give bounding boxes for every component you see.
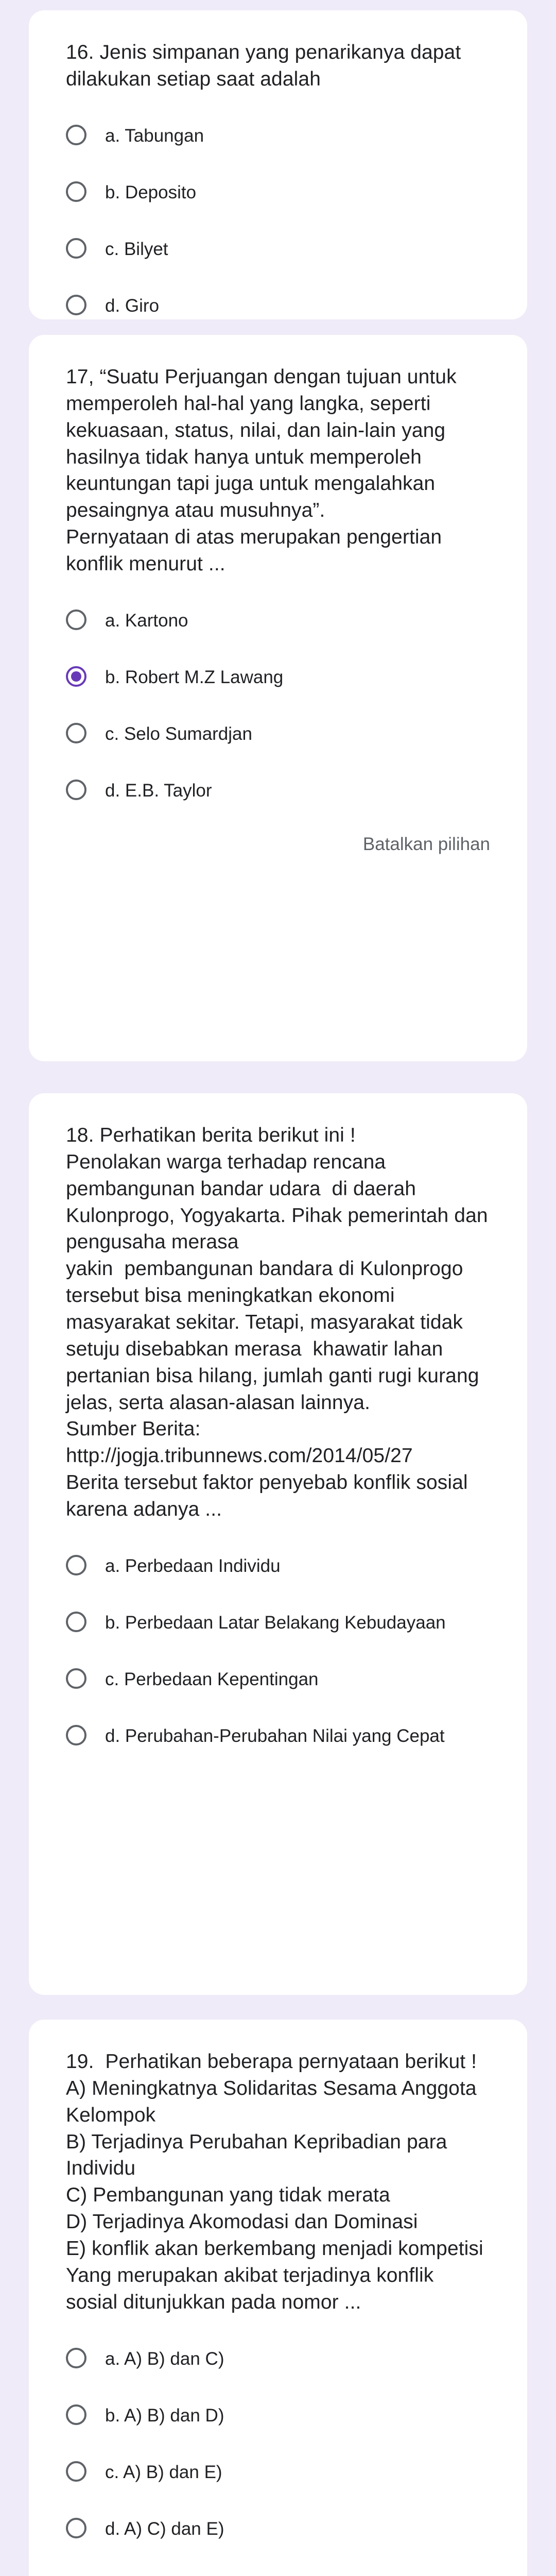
option-c[interactable] [66,2452,490,2509]
radio-icon[interactable] [66,238,86,259]
option-d[interactable] [66,2509,490,2565]
radio-icon[interactable] [66,1668,86,1689]
option-b[interactable] [66,1602,490,1659]
option-label: c. Perbedaan Kepentingan [105,1669,319,1689]
radio-icon[interactable] [66,125,86,145]
option-label: c. Selo Sumardjan [105,723,252,744]
option-label: d. Perubahan-Perubahan Nilai yang Cepat [105,1725,445,1746]
option-label: b. Perbedaan Latar Belakang Kebudayaan [105,1612,446,1633]
option-a[interactable] [66,115,490,172]
option-d[interactable] [66,770,490,827]
option-b[interactable] [66,2395,490,2452]
option-a[interactable] [66,600,490,657]
option-label: b. Deposito [105,182,197,202]
question-card-19 [29,2020,527,2576]
option-c[interactable] [66,714,490,770]
question-text: 19. Perhatikan beberapa pernyataan berikut ! A) Meningkatnya Solidaritas Sesama Anggota Kelompok B) Terjadinya Perubahan Kepribadian para Individu C) Pembangunan yang tidak merata D) Terjadinya Akomodasi dan Dominasi E) konflik akan berkembang menjadi kompetisi Yang merupakan akibat terjadinya konflik sosial ditunjukkan pada nomor ... [66,2050,483,2313]
radio-checked-icon[interactable] [66,666,86,687]
question-text: 16. Jenis simpanan yang penarikanya dapat dilakukan setiap saat adalah [66,41,467,90]
question-card-17 [29,335,527,1061]
clear-selection-button[interactable]: Batalkan pilihan [362,834,490,854]
radio-icon[interactable] [66,2404,86,2425]
radio-icon[interactable] [66,609,86,630]
option-label: d. Giro [105,295,160,316]
option-label: b. Robert M.Z Lawang [105,667,284,687]
option-label: a. Kartono [105,610,188,631]
option-label: b. A) B) dan D) [105,2405,224,2426]
option-a[interactable] [66,1546,490,1602]
option-label: c. Bilyet [105,239,168,259]
option-b[interactable] [66,657,490,714]
radio-icon[interactable] [66,2348,86,2368]
radio-icon[interactable] [66,1725,86,1745]
option-label: c. A) B) dan E) [105,2462,222,2482]
radio-icon[interactable] [66,723,86,743]
radio-icon[interactable] [66,1612,86,1632]
radio-icon[interactable] [66,779,86,800]
option-label: a. A) B) dan C) [105,2348,224,2369]
option-label: a. Tabungan [105,125,204,146]
option-label: d. A) C) dan E) [105,2518,224,2539]
option-b[interactable] [66,172,490,229]
question-text: 17, “Suatu Perjuangan dengan tujuan untuk memperoleh hal-hal yang langka, seperti kekuasaan, status, nilai, dan lain-lain yang hasilnya tidak hanya untuk memperoleh keuntungan tapi juga untuk mengalahkan pesaingnya atau musuhnya”. Pernyataan di atas merupakan pengertian konflik menurut ... [66,366,457,575]
option-c[interactable] [66,1659,490,1716]
option-a[interactable] [66,2338,490,2395]
radio-icon[interactable] [66,2518,86,2538]
option-label: d. E.B. Taylor [105,780,212,801]
radio-icon[interactable] [66,2461,86,2482]
question-card-16 [29,10,527,319]
radio-icon[interactable] [66,1555,86,1575]
radio-icon[interactable] [66,295,86,315]
option-d[interactable] [66,285,490,342]
option-d[interactable] [66,1716,490,1772]
option-c[interactable] [66,229,490,285]
radio-icon[interactable] [66,181,86,202]
question-text: 18. Perhatikan berita berikut ini ! Penolakan warga terhadap rencana pembangunan bandar udara di daerah Kulonprogo, Yogyakarta. Pihak pemerintah dan pengusaha merasa yakin pembangunan bandara di Kulonprogo tersebut bisa meningkatkan ekonomi masyarakat sekitar. Tetapi, masyarakat tidak setuju disebabkan merasa khawatir lahan pertanian bisa hilang, jumlah ganti rugi kurang jelas, serta alasan-alasan lainnya. Sumber Berita: http://jogja.tribunnews.com/2014/05/27 Berita tersebut faktor penyebab konflik sosial karena adanya ... [66,1124,488,1521]
question-card-18 [29,1093,527,1995]
option-label: a. Perbedaan Individu [105,1555,281,1576]
